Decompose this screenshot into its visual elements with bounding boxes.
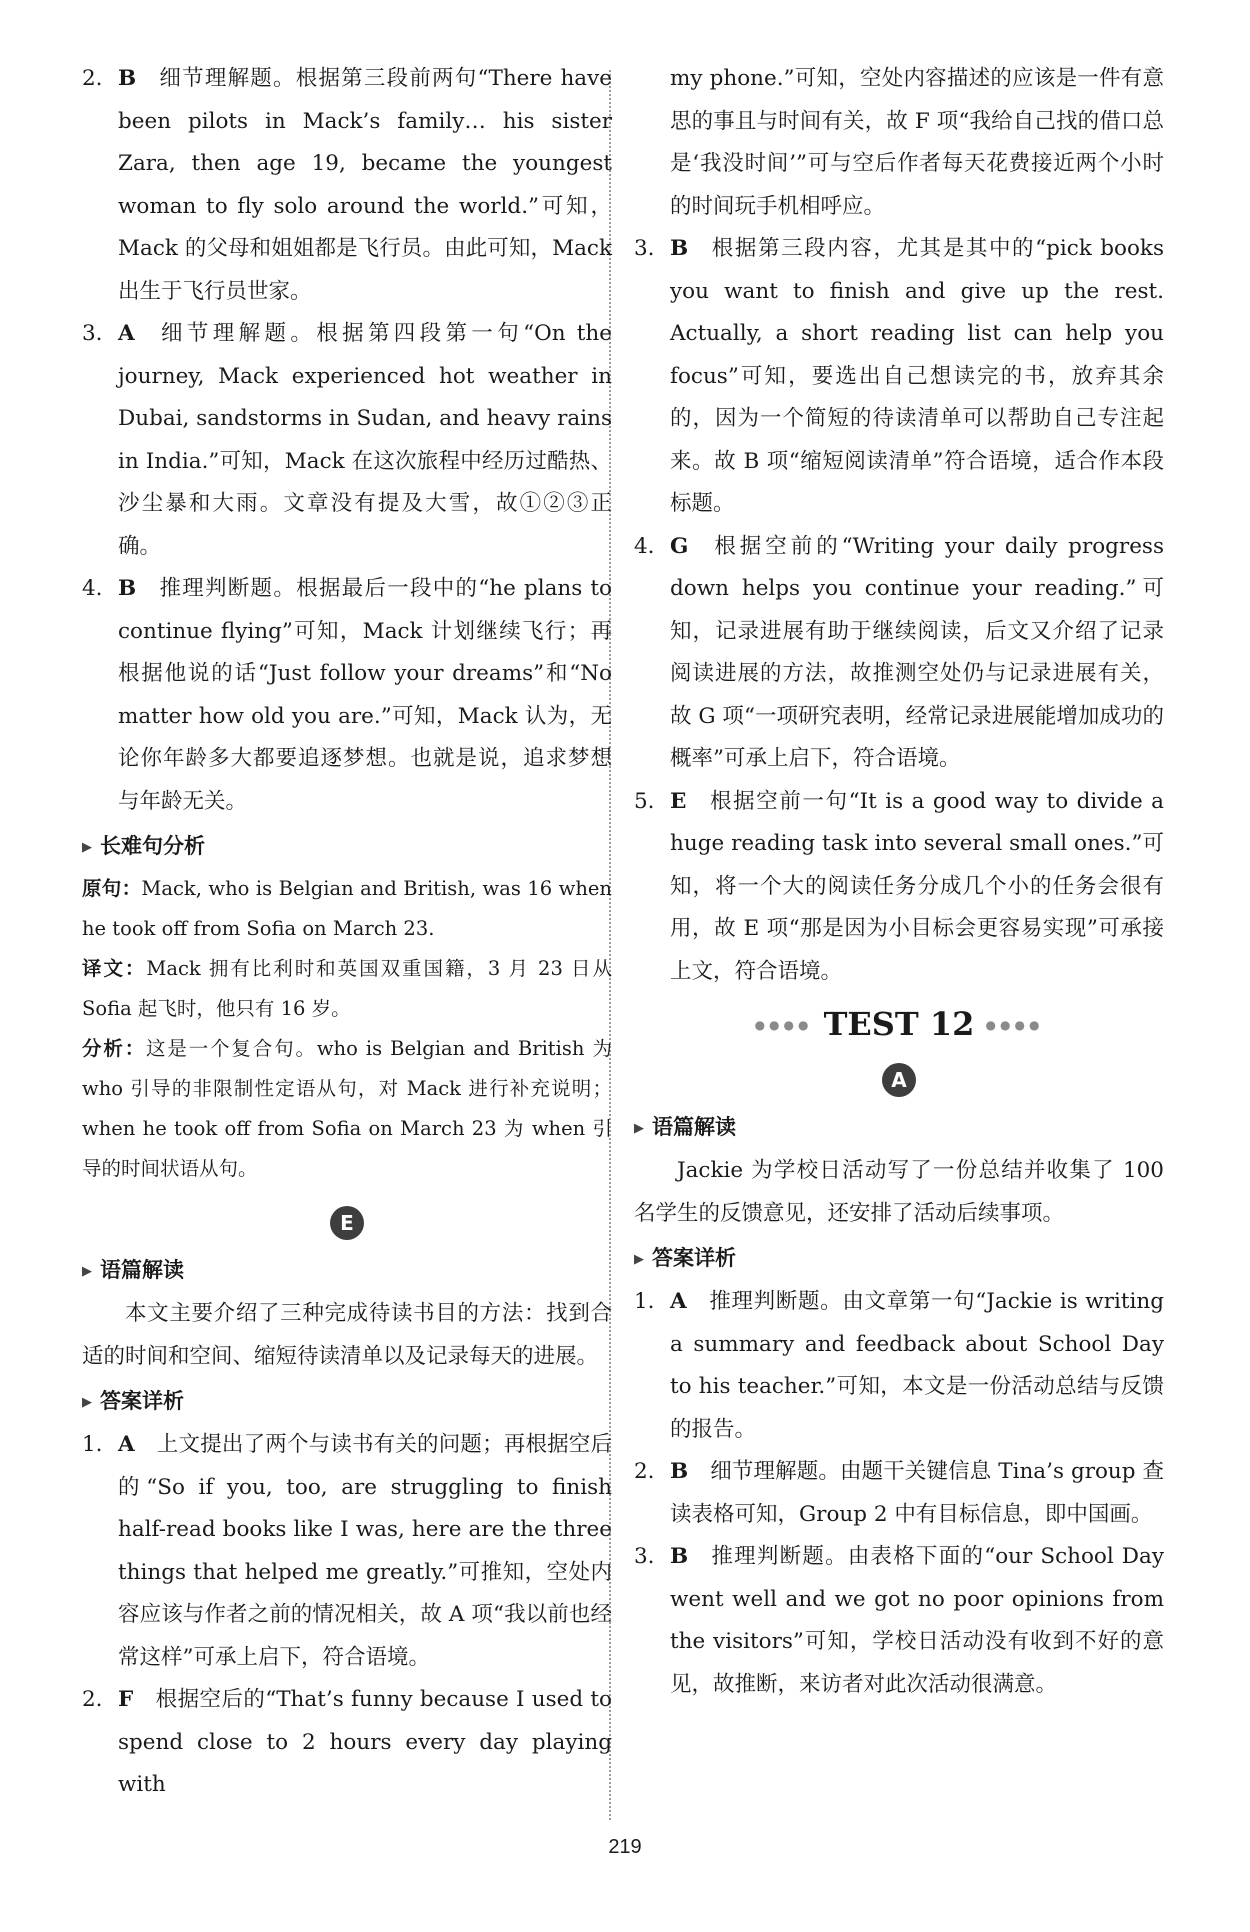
answer-item	[634, 1536, 1164, 1706]
answer-explanation: 上文提出了两个与读书有关的问题；再根据空后的“So if you, too, are struggling to finish half-read books like I was, here are the three things that helped me greatly.”可推知，空处内容应该与作者之前的情况相关，故 A 项“我以前也经常这样”可承上启下，符合语境。	[118, 1432, 612, 1670]
page-number: 219	[608, 1836, 642, 1858]
answers-heading: ▶ 答案详析	[82, 1389, 184, 1413]
decorative-dots: ●●●●	[754, 1018, 813, 1032]
original-label: 原句：	[82, 877, 142, 900]
arrow-icon: ▶	[82, 1395, 92, 1410]
analysis	[82, 1029, 612, 1189]
answer-item	[82, 568, 612, 823]
translation-label: 译文：	[82, 957, 147, 980]
answer-explanation: 细节理解题。由题干关键信息 Tina’s group 查读表格可知，Group 2 中有目标信息，即中国画。	[670, 1459, 1164, 1527]
section-e-badge: E	[330, 1206, 364, 1240]
answer-item	[634, 526, 1164, 781]
item-number: 2.	[82, 1687, 103, 1712]
answer-letter: G	[670, 533, 689, 559]
answer-explanation: 根据空前的“Writing your daily progress down helps you continue your reading.”可知，记录进展有助于继续阅读，后文又介绍了记录阅读进展的方法，故推测空处仍与记录进展有关，故 G 项“一项研究表明，经常记录进展能增加成功的概率”可承上启下，符合语境。	[670, 533, 1164, 771]
item-number: 4.	[634, 533, 655, 559]
answer-explanation: 细节理解题。根据第三段前两句“There have been pilots in Mack’s family… his sister Zara, then age 19, became the youngest woman to fly solo around the world.”可知，Mack 的父母和姐姐都是飞行员。由此可知，Mack 出生于飞行员世家。	[118, 66, 612, 304]
translation	[82, 949, 612, 1029]
analysis-label: 分析：	[82, 1037, 147, 1060]
original-sentence	[82, 869, 612, 949]
answer-letter: B	[670, 1459, 689, 1484]
item-number: 1.	[82, 1432, 103, 1457]
arrow-icon: ▶	[634, 1252, 644, 1267]
item-number: 1.	[634, 1289, 655, 1314]
continuation-text: my phone.”可知，空处内容描述的应该是一件有意思的事且与时间有关，故 F 项“我给自己找的借口总是‘我没时间’”可与空后作者每天花费接近两个小时的时间玩手机相呼应。	[670, 66, 1164, 219]
reading-summary: 本文主要介绍了三种完成待读书目的方法：找到合适的时间和空间、缩短待读清单以及记录每天的进展。	[82, 1301, 612, 1369]
item-number: 5.	[634, 788, 655, 814]
item-number: 3.	[634, 236, 655, 261]
item-number: 3.	[82, 321, 103, 346]
answer-explanation: 根据空后的“That’s funny because I used to spend close to 2 hours every day playing with	[118, 1687, 612, 1797]
decorative-dots: ●●●●	[985, 1018, 1044, 1032]
answer-letter: B	[118, 66, 137, 91]
answer-item	[82, 313, 612, 568]
answer-letter: A	[118, 1432, 135, 1457]
answer-letter: B	[670, 1544, 689, 1569]
long-sentence-heading: ▶ 长难句分析	[82, 834, 205, 858]
original-text: Mack, who is Belgian and British, was 16 when he took off from Sofia on March 23.	[82, 877, 612, 940]
section-badge-wrap	[634, 1060, 1164, 1100]
answer-letter: F	[118, 1687, 134, 1712]
arrow-icon: ▶	[634, 1121, 644, 1136]
answer-item	[634, 228, 1164, 526]
answer-item	[82, 1679, 612, 1807]
answers-heading: ▶ 答案详析	[634, 1246, 736, 1270]
analysis-text: 这是一个复合句。who is Belgian and British 为 who 引导的非限制性定语从句，对 Mack 进行补充说明；when he took off from Sofia on March 23 为 when 引导的时间状语从句。	[82, 1037, 612, 1180]
answer-letter: E	[670, 788, 687, 814]
answer-item	[634, 781, 1164, 994]
answer-letter: B	[118, 576, 137, 601]
answer-item	[82, 58, 612, 313]
answer-explanation: 细节理解题。根据第四段第一句“On the journey, Mack experienced hot weather in Dubai, sandstorms in Sudan, and heavy rains in India.”可知，Mack 在这次旅程中经历过酷热、沙尘暴和大雨。文章没有提及大雪，故①②③正确。	[118, 321, 612, 559]
answer-letter: A	[670, 1289, 687, 1314]
left-column	[82, 58, 612, 1807]
item-number: 2.	[82, 66, 103, 91]
answer-item	[634, 1451, 1164, 1536]
answer-explanation: 推理判断题。由文章第一句“Jackie is writing a summary and feedback about School Day to his teacher.”可知，本文是一份活动总结与反馈的报告。	[670, 1289, 1164, 1442]
reading-heading: ▶ 语篇解读	[634, 1115, 736, 1139]
answer-explanation: 推理判断题。根据最后一段中的“he plans to continue flying”可知，Mack 计划继续飞行；再根据他说的话“Just follow your dreams”和“No matter how old you are.”可知，Mack 认为，无论你年龄多大都要追逐梦想。也就是说，追求梦想与年龄无关。	[118, 576, 612, 814]
test-title: ●●●● TEST 12 ●●●●	[754, 1005, 1044, 1043]
reading-summary: Jackie 为学校日活动写了一份总结并收集了 100 名学生的反馈意见，还安排了活动后续事项。	[634, 1158, 1164, 1226]
answer-explanation: 推理判断题。由表格下面的“our School Day went well and we got no poor opinions from the visitors”可知，学校日活动没有收到不好的意见，故推断，来访者对此次活动很满意。	[670, 1544, 1164, 1697]
answer-item	[634, 1281, 1164, 1451]
item-number: 4.	[82, 576, 103, 601]
reading-heading: ▶ 语篇解读	[82, 1258, 184, 1282]
arrow-icon: ▶	[82, 840, 92, 855]
arrow-icon: ▶	[82, 1264, 92, 1279]
answer-letter: B	[670, 236, 689, 261]
answer-explanation: 根据空前一句“It is a good way to divide a huge reading task into several small ones.”可知，将一个大的阅读任务分成几个小的任务会很有用，故 E 项“那是因为小目标会更容易实现”可承接上文，符合语境。	[670, 788, 1164, 984]
answer-item	[82, 1424, 612, 1679]
answer-explanation: 根据第三段内容，尤其是其中的“pick books you want to finish and give up the rest. Actually, a short reading list can help you focus”可知，要选出自己想读完的书，放弃其余的，因为一个简短的待读清单可以帮助自己专注起来。故 B 项“缩短阅读清单”符合语境，适合作本段标题。	[670, 236, 1164, 516]
item-number: 2.	[634, 1459, 655, 1484]
item-number: 3.	[634, 1544, 655, 1569]
translation-text: Mack 拥有比利时和英国双重国籍，3 月 23 日从 Sofia 起飞时，他只有 16 岁。	[82, 957, 612, 1020]
answer-letter: A	[118, 321, 135, 346]
right-column	[634, 58, 1164, 1706]
answer-continuation	[634, 58, 1164, 228]
section-a-badge: A	[882, 1063, 916, 1097]
section-badge-wrap	[82, 1203, 612, 1243]
